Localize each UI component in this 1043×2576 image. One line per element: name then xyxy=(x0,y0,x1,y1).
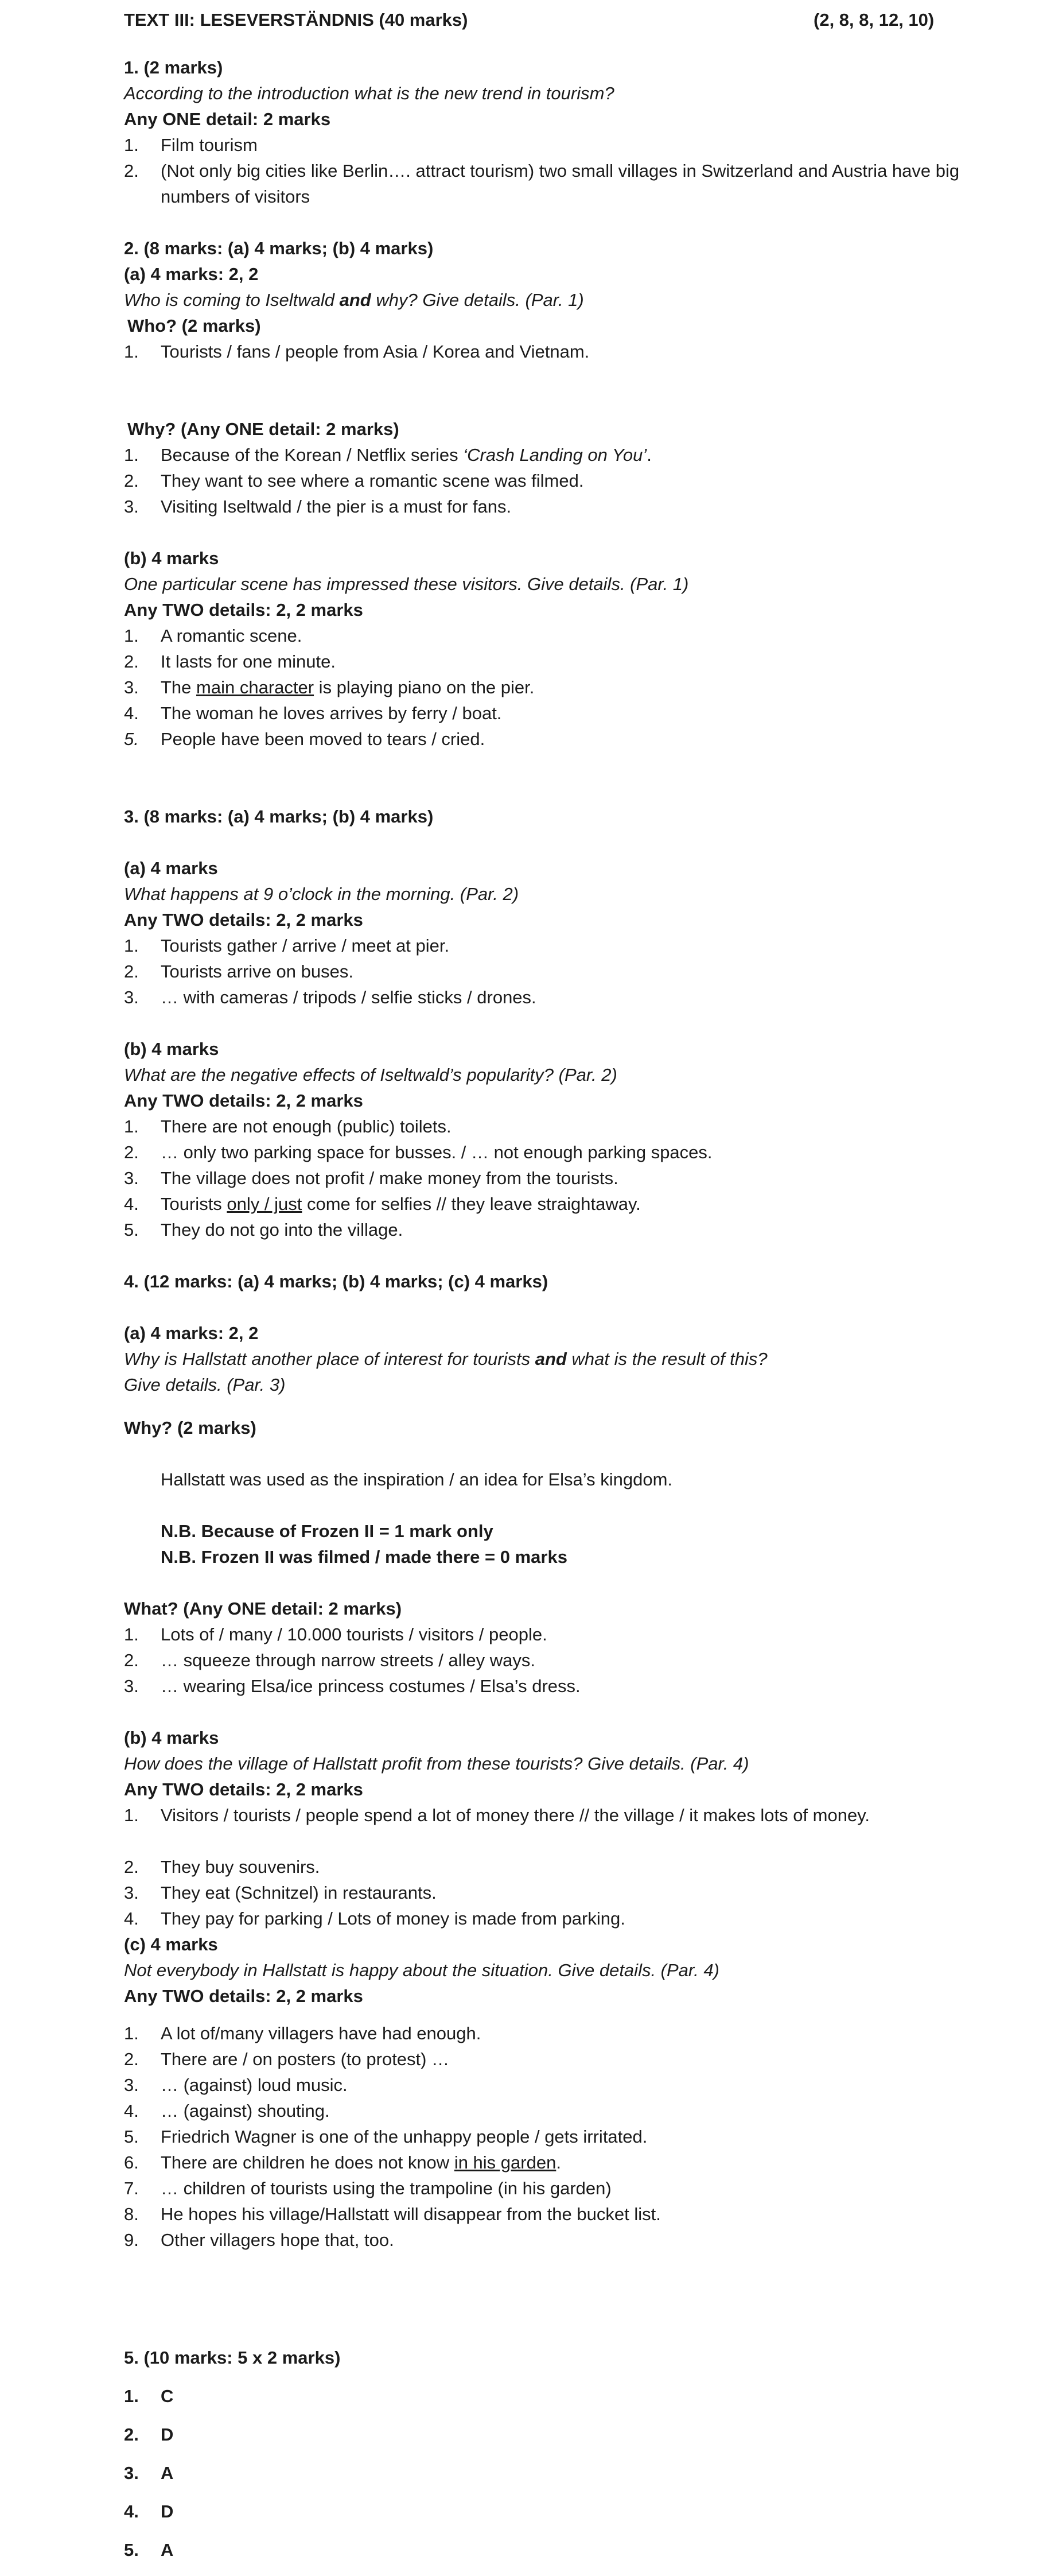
q1-heading: 1. (2 marks) xyxy=(124,57,223,77)
q1-question: According to the introduction what is the new trend in tourism? xyxy=(124,83,614,103)
q2-who-label: Who? (2 marks) xyxy=(127,316,261,336)
q4a-label: (a) 4 marks: 2, 2 xyxy=(124,1323,259,1343)
q2b-rule: Any TWO details: 2, 2 marks xyxy=(124,600,363,620)
q3b-rule: Any TWO details: 2, 2 marks xyxy=(124,1091,363,1111)
q4b-question: How does the village of Hallstatt profit from these tourists? Give details. (Par. 4) xyxy=(124,1753,749,1774)
q2b-label: (b) 4 marks xyxy=(124,548,219,568)
q1-rule: Any ONE detail: 2 marks xyxy=(124,109,331,129)
q4a-question-ref: Give details. (Par. 3) xyxy=(124,1375,286,1395)
q4-why-label: Why? (2 marks) xyxy=(124,1418,256,1438)
q3-heading: 3. (8 marks: (a) 4 marks; (b) 4 marks) xyxy=(124,806,434,827)
q4c-rule: Any TWO details: 2, 2 marks xyxy=(124,1986,363,2006)
q3b-label: (b) 4 marks xyxy=(124,1039,219,1059)
q3a-label: (a) 4 marks xyxy=(124,858,218,878)
q3b-question: What are the negative effects of Iseltwald’s popularity? (Par. 2) xyxy=(124,1065,617,1085)
q2b-question: One particular scene has impressed these visitors. Give details. (Par. 1) xyxy=(124,574,689,594)
document-title: TEXT III: LESEVERSTÄNDNIS (40 marks) xyxy=(124,10,468,30)
q4-note-1: N.B. Because of Frozen II = 1 mark only xyxy=(161,1521,493,1541)
q4c-label: (c) 4 marks xyxy=(124,1934,218,1954)
q4-note-2: N.B. Frozen II was filmed / made there = 0 marks xyxy=(161,1547,567,1567)
q2a-question: Who is coming to Iseltwald and why? Give details. (Par. 1) xyxy=(124,290,584,310)
q3a-rule: Any TWO details: 2, 2 marks xyxy=(124,910,363,930)
q2a-label: (a) 4 marks: 2, 2 xyxy=(124,264,259,284)
q4c-question: Not everybody in Hallstatt is happy about the situation. Give details. (Par. 4) xyxy=(124,1960,719,1980)
marks-distribution: (2, 8, 8, 12, 10) xyxy=(814,10,935,30)
q4b-label: (b) 4 marks xyxy=(124,1728,219,1748)
q4-why-answer: Hallstatt was used as the inspiration / an idea for Elsa’s kingdom. xyxy=(161,1469,673,1489)
q3a-question: What happens at 9 o’clock in the morning. (Par. 2) xyxy=(124,884,519,904)
q4-what-label: What? (Any ONE detail: 2 marks) xyxy=(124,1599,402,1619)
q4a-question: Why is Hallstatt another place of interest for tourists and what is the result of this? xyxy=(124,1349,768,1369)
q2-why-label: Why? (Any ONE detail: 2 marks) xyxy=(127,419,399,439)
q4b-rule: Any TWO details: 2, 2 marks xyxy=(124,1779,363,1799)
q4-heading: 4. (12 marks: (a) 4 marks; (b) 4 marks; (c) 4 marks) xyxy=(124,1271,548,1291)
q5-heading: 5. (10 marks: 5 x 2 marks) xyxy=(124,2348,341,2368)
q2-heading: 2. (8 marks: (a) 4 marks; (b) 4 marks) xyxy=(124,238,434,258)
